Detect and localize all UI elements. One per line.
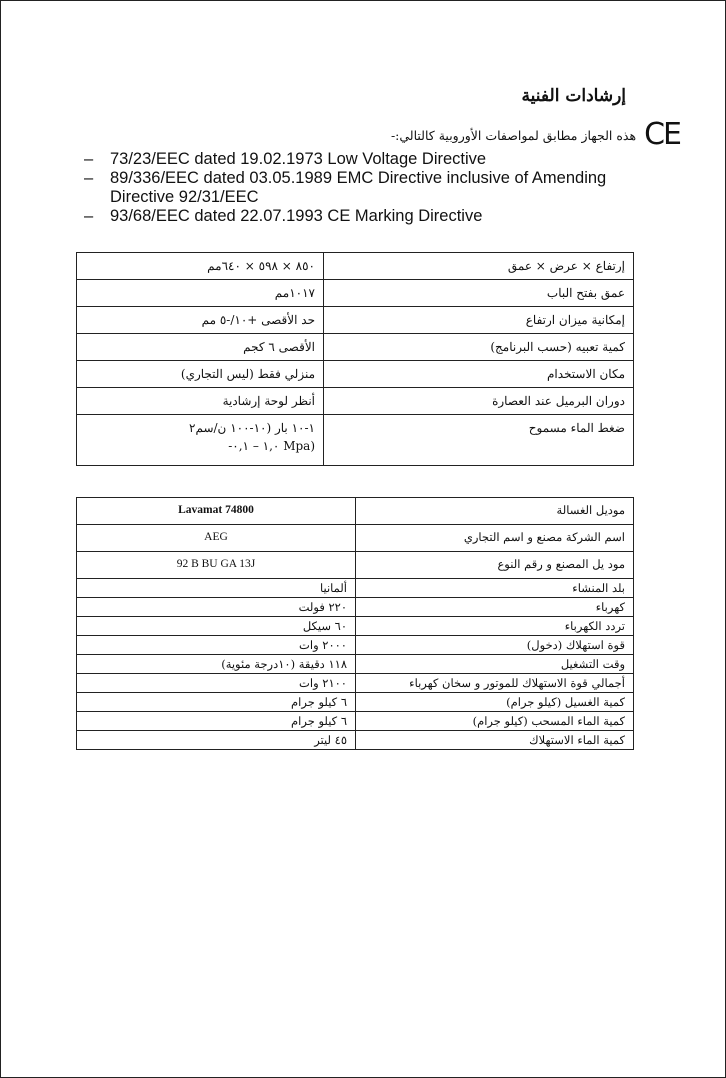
spec-value: ٤٥ ليتر — [77, 731, 356, 750]
ce-compliance-row — [280, 117, 680, 152]
table-row — [77, 361, 634, 388]
directive-item: – 73/23/EEC dated 19.02.1973 Low Voltage Directive — [84, 150, 644, 169]
spec-label: موديل الغسالة — [356, 498, 634, 525]
table-row — [77, 579, 634, 598]
table-row — [77, 334, 634, 361]
table-row — [77, 731, 634, 750]
table-row — [77, 655, 634, 674]
spec-value: ٦ كيلو جرام — [77, 693, 356, 712]
spec-value: ٦٠ سيكل — [77, 617, 356, 636]
table-row — [77, 693, 634, 712]
spec-label: كمية تعبيه (حسب البرنامج) — [324, 334, 634, 361]
table-row — [77, 415, 634, 466]
spec-value: الأقصى ٦ كجم — [77, 334, 324, 361]
table-row — [77, 712, 634, 731]
spec-value: أنظر لوحة إرشادية — [77, 388, 324, 415]
spec-label: مود يل المصنع و رقم النوع — [356, 552, 634, 579]
dimensions-table — [76, 252, 634, 466]
spec-value: ١١٨ دقيقة (١٠درجة مئوية) — [77, 655, 356, 674]
spec-value — [77, 415, 324, 466]
spec-label: عمق بفتح الباب — [324, 280, 634, 307]
table-row — [77, 552, 634, 579]
spec-label: كمية الماء المسحب (كيلو جرام) — [356, 712, 634, 731]
spec-label: وقت التشغيل — [356, 655, 634, 674]
table-row — [77, 598, 634, 617]
model-table — [76, 497, 634, 750]
spec-label: تردد الكهرباء — [356, 617, 634, 636]
spec-value: منزلي فقط (ليس التجاري) — [77, 361, 324, 388]
spec-value: حد الأقصى +١٠/-٥ مم — [77, 307, 324, 334]
spec-value: ٨٥٠ × ٥٩٨ × ٦٤٠مم — [77, 253, 324, 280]
spec-label: إرتفاع × عرض × عمق — [324, 253, 634, 280]
table-row — [77, 307, 634, 334]
spec-value-line: (Mpa ١,٠ – ٠,١- — [228, 439, 315, 453]
spec-value-line: ١-١٠ بار (١٠-١٠٠ ن/سم٢ — [189, 421, 315, 435]
table-row — [77, 388, 634, 415]
spec-label: كمية الغسيل (كيلو جرام) — [356, 693, 634, 712]
spec-value: ٦ كيلو جرام — [77, 712, 356, 731]
spec-label: كمية الماء الاستهلاك — [356, 731, 634, 750]
directive-item: – 89/336/EEC dated 03.05.1989 EMC Directive inclusive of Amending Directive 92/31/EEC — [84, 169, 644, 207]
table-row — [77, 280, 634, 307]
table-row — [77, 617, 634, 636]
directive-list — [84, 150, 644, 226]
spec-value: AEG — [77, 525, 356, 552]
spec-value: Lavamat 74800 — [77, 498, 356, 525]
spec-value: ٢٢٠ فولت — [77, 598, 356, 617]
spec-value: ١٠١٧مم — [77, 280, 324, 307]
table-row — [77, 498, 634, 525]
spec-value: 92 B BU GA 13J — [77, 552, 356, 579]
ce-statement: هذه الجهاز مطابق لمواصفات الأوروبية كالتالي:- — [390, 127, 637, 143]
spec-label: ضغط الماء مسموح — [324, 415, 634, 466]
spec-label: مكان الاستخدام — [324, 361, 634, 388]
spec-label: اسم الشركة مصنع و اسم التجاري — [356, 525, 634, 552]
spec-value: ٢١٠٠ وات — [77, 674, 356, 693]
spec-value: ٢٠٠٠ وات — [77, 636, 356, 655]
ce-mark: CE — [644, 117, 680, 152]
table-row — [77, 636, 634, 655]
spec-value: ألمانيا — [77, 579, 356, 598]
table-row — [77, 525, 634, 552]
spec-label: دوران البرميل عند العصارة — [324, 388, 634, 415]
table-row — [77, 674, 634, 693]
directive-item: – 93/68/EEC dated 22.07.1993 CE Marking Directive — [84, 207, 644, 226]
spec-label: قوة استهلاك (دخول) — [356, 636, 634, 655]
spec-label: بلد المنشاء — [356, 579, 634, 598]
spec-label: إمكانية ميزان ارتفاع — [324, 307, 634, 334]
page-title: إرشادات الفنية — [521, 86, 626, 106]
table-row — [77, 253, 634, 280]
spec-label: أجمالي قوة الاستهلاك للموتور و سخان كهرباء — [356, 674, 634, 693]
spec-label: كهرباء — [356, 598, 634, 617]
